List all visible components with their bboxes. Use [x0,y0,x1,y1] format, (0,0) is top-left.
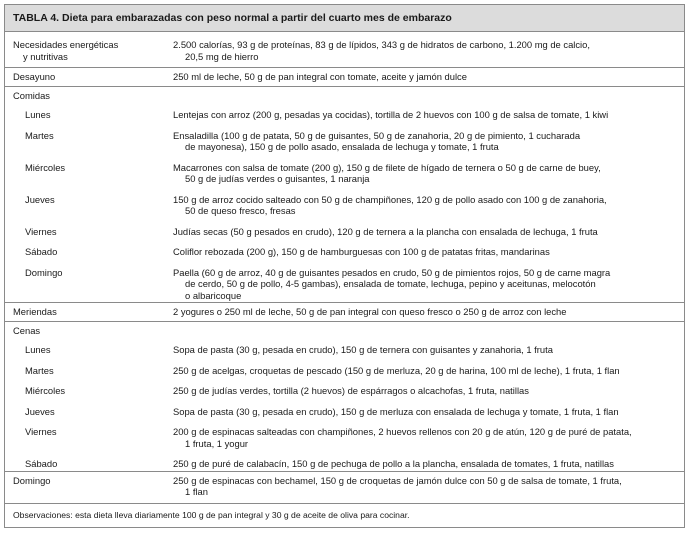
meal-line: Judías secas (50 g pesados en crudo), 120 g de ternera a la plancha con ensalada de lechuga, 1 fruta [173,225,598,237]
cenas-days [5,336,684,471]
day-label: Lunes [25,344,51,355]
day-label: Sábado [25,246,58,257]
day-label: Martes [25,364,54,376]
day-row [5,450,684,471]
meal-line: Ensaladilla (100 g de patata, 50 g de guisantes, 50 g de zanahoria, 20 g de pimiento, 1 cucharada [173,129,581,141]
day-row [5,218,684,239]
domingo-cena-line: 1 flan [185,486,208,497]
diet-table [4,4,685,528]
day-row [5,418,684,450]
day-label: Viernes [25,225,57,237]
cenas-header-row [5,321,684,336]
needs-label-cont: y nutritivas [23,50,68,62]
comidas-header-row [5,86,684,101]
meal-line: 250 g de puré de calabacín, 150 g de pechuga de pollo a la plancha, ensalada de tomates, 1 fruta, natillas [173,458,614,469]
needs-text-cont: 20,5 mg de hierro [185,50,259,62]
meal-line: Sopa de pasta (30 g, pesada en crudo), 150 g de merluza con ensalada de lechuga y tomate, 1 fruta, 1 flan [173,405,619,417]
needs-row [5,32,684,68]
footnote: Observaciones: esta dieta lleva diariamente 100 g de pan integral y 30 g de aceite de oliva para cocinar. [5,503,684,520]
day-label: Viernes [25,426,57,437]
day-label: Jueves [25,193,55,205]
diet-table-body [5,32,684,503]
desayuno-text: 250 ml de leche, 50 g de pan integral con tomate, aceite y jamón dulce [173,68,684,87]
meal-line: 250 g de judías verdes, tortilla (2 huevos) de espárragos o alcachofas, 1 fruta, natillas [173,385,529,396]
day-row [5,186,684,218]
meal-line: Lentejas con arroz (200 g, pesadas ya cocidas), tortilla de 2 huevos con 100 g de salsa de tomate, 1 kiwi [173,109,609,120]
meal-line: Macarrones con salsa de tomate (200 g), 150 g de filete de hígado de ternera o 50 g de carne de buey, [173,161,601,173]
day-row [5,336,684,357]
cenas-label: Cenas [5,321,173,336]
meal-line: 1 fruta, 1 yogur [185,437,249,449]
day-label: Miércoles [25,161,66,173]
day-label: Miércoles [25,385,66,396]
meal-line: 200 g de espinacas salteadas con champiñones, 2 huevos rellenos con 20 g de atún, 120 g de puré de patata, [173,426,632,437]
day-label: Sábado [25,458,58,469]
day-row [5,259,684,303]
needs-label: Necesidades energéticas [13,39,119,50]
day-row [5,154,684,186]
day-label: Martes [25,129,54,141]
comidas-label: Comidas [5,86,173,101]
meal-line: 50 g de judías verdes o guisantes, 1 naranja [185,173,370,184]
meal-line: Coliflor rebozada (200 g), 150 g de hamburguesas con 100 g de patatas fritas, mandarinas [173,246,550,257]
day-row [5,101,684,122]
meal-line: 250 g de acelgas, croquetas de pescado (150 g de merluza, 20 g de harina, 100 ml de leche), 1 fruta, 1 flan [173,364,620,376]
day-row [5,398,684,419]
domingo-cena-row [5,471,684,503]
domingo-cena-label: Domingo [5,471,173,503]
day-row [5,377,684,398]
day-row [5,357,684,378]
meal-line: 50 de queso fresco, fresas [185,205,296,216]
day-label: Lunes [25,109,51,120]
meal-line: de cerdo, 50 g de pollo, 4-5 gambas), ensalada de tomate, lechuga, pepino y aceitunas, melocotón [185,278,596,289]
day-label: Domingo [25,266,63,278]
needs-text: 2.500 calorías, 93 g de proteínas, 83 g de lípidos, 343 g de hidratos de carbono, 1.200 mg de calcio, [173,39,590,50]
day-label: Jueves [25,405,55,417]
comidas-days [5,101,684,303]
meriendas-text: 2 yogures o 250 ml de leche, 50 g de pan integral con queso fresco o 250 g de arroz con leche [173,303,684,322]
meal-line: Paella (60 g de arroz, 40 g de guisantes pesados en crudo, 50 g de pimientos rojos, 50 g de carne magra [173,266,611,278]
meal-line: de mayonesa), 150 g de pollo asado, ensalada de lechuga y tomate, 1 fruta [185,141,499,152]
meal-line: o albaricoque [185,289,242,301]
domingo-cena-line: 250 g de espinacas con bechamel, 150 g de croquetas de jamón dulce con 50 g de salsa de tomate, 1 fruta, [173,474,622,486]
meal-line: Sopa de pasta (30 g, pesada en crudo), 150 g de ternera con guisantes y zanahoria, 1 fruta [173,344,553,355]
day-row [5,238,684,259]
day-row [5,122,684,154]
meriendas-row [5,303,684,322]
meal-line: 150 g de arroz cocido salteado con 50 g de champiñones, 120 g de pollo asado con 100 g de zanahoria, [173,193,607,205]
table-title: TABLA 4. Dieta para embarazadas con peso normal a partir del cuarto mes de embarazo [5,5,684,32]
desayuno-row [5,68,684,87]
meriendas-label: Meriendas [5,303,173,322]
desayuno-label: Desayuno [5,68,173,87]
